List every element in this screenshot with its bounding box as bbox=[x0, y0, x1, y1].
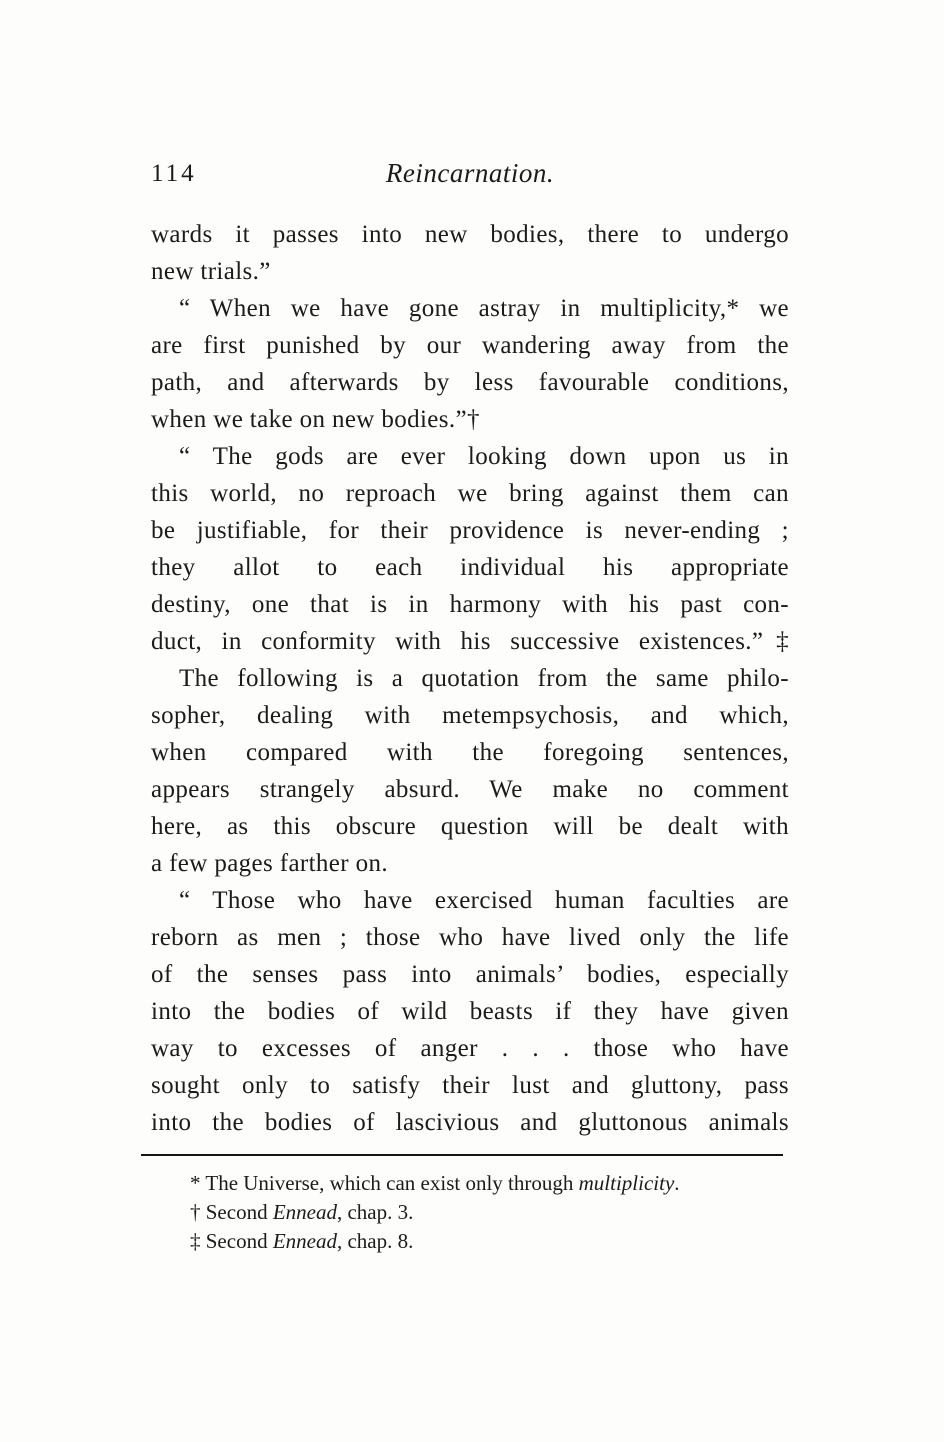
text-line: of the senses pass into animals’ bodies, especially bbox=[151, 961, 789, 988]
text-line: this world, no reproach we bring against them can bbox=[151, 480, 789, 507]
footnote bbox=[190, 1198, 789, 1227]
footnote-text: † Second bbox=[190, 1200, 273, 1224]
text-line: when we take on new bodies.”† bbox=[151, 406, 480, 433]
text-line: duct, in conformity with his successive existences.”‡ bbox=[151, 628, 789, 655]
text-line: The following is a quotation from the same philo- bbox=[179, 665, 789, 692]
footnotes bbox=[151, 1169, 789, 1256]
footnote-text: * The Universe, which can exist only through bbox=[190, 1171, 579, 1195]
text-line: “ Those who have exercised human faculties are bbox=[179, 887, 789, 914]
text-line: into the bodies of lascivious and gluttonous animals bbox=[151, 1109, 789, 1136]
footnote-italic-text: Ennead bbox=[272, 1200, 337, 1224]
text-line: here, as this obscure question will be dealt with bbox=[151, 813, 789, 840]
text-line: be justifiable, for their providence is never-ending ; bbox=[151, 517, 789, 544]
text-line: are first punished by our wandering away from the bbox=[151, 332, 789, 359]
footnote-text: ‡ Second bbox=[190, 1229, 273, 1253]
footnote bbox=[190, 1227, 789, 1256]
text-line: they allot to each individual his appropriate bbox=[151, 554, 789, 581]
text-line: “ When we have gone astray in multiplicity,* we bbox=[179, 295, 789, 322]
text-line: path, and afterwards by less favourable conditions, bbox=[151, 369, 789, 396]
text-line: sopher, dealing with metempsychosis, and which, bbox=[151, 702, 789, 729]
text-line: a few pages farther on. bbox=[151, 850, 388, 877]
text-line: appears strangely absurd. We make no comment bbox=[151, 776, 789, 803]
text-line: destiny, one that is in harmony with his past con- bbox=[151, 591, 789, 618]
text-line: into the bodies of wild beasts if they have given bbox=[151, 998, 789, 1025]
text-column bbox=[151, 158, 789, 1256]
text-line: when compared with the foregoing sentences, bbox=[151, 739, 789, 766]
text-line: sought only to satisfy their lust and gluttony, pass bbox=[151, 1072, 789, 1099]
page-header bbox=[151, 158, 789, 192]
text-line: “ The gods are ever looking down upon us in bbox=[179, 443, 789, 470]
page-number: 114 bbox=[151, 160, 197, 187]
text-line: way to excesses of anger . . . those who have bbox=[151, 1035, 789, 1062]
footnote-text: . bbox=[674, 1171, 680, 1195]
running-title: Reincarnation. bbox=[385, 158, 555, 188]
body-text bbox=[151, 216, 789, 1141]
footnote-italic-text: multiplicity bbox=[578, 1171, 675, 1195]
footnote bbox=[190, 1169, 789, 1198]
text-line: new trials.” bbox=[151, 258, 271, 285]
footnote-divider bbox=[141, 1154, 783, 1156]
footnote-text: , chap. 8. bbox=[336, 1229, 414, 1253]
footnote-text: , chap. 3. bbox=[336, 1200, 414, 1224]
footnote-italic-text: Ennead bbox=[272, 1229, 337, 1253]
text-line: reborn as men ; those who have lived only the life bbox=[151, 924, 789, 951]
text-line: wards it passes into new bodies, there to undergo bbox=[151, 221, 789, 248]
